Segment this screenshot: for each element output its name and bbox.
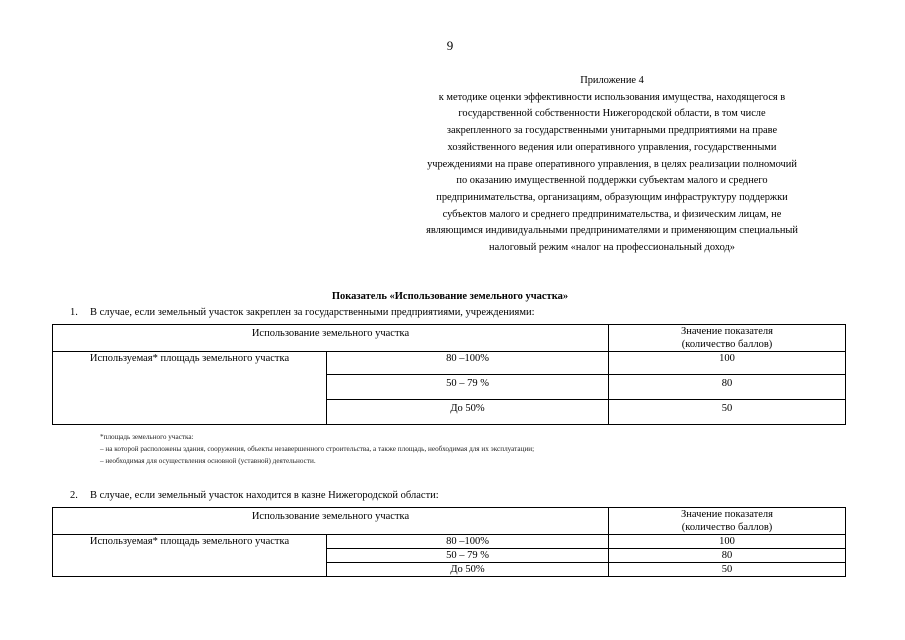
score-cell: 100 [609, 352, 846, 375]
header-value [609, 508, 846, 535]
indicator-table-1 [52, 324, 846, 425]
score-cell: 80 [609, 549, 846, 563]
appendix-line: являющимся индивидуальными предпринимателями и применяющим специальный [426, 225, 798, 237]
appendix-line: налоговый режим «налог на профессиональный доход» [489, 242, 735, 254]
table-row [53, 535, 846, 549]
section-title: Показатель «Использование земельного участка» [331, 291, 569, 302]
appendix-line: закрепленного за государственными унитарными предприятиями на праве [446, 125, 778, 137]
header-value-line: Значение показателя [681, 326, 773, 337]
appendix-header [352, 73, 872, 257]
header-value [609, 325, 846, 352]
range-cell: 80 –100% [327, 535, 609, 549]
case-2-heading [70, 490, 439, 501]
header-value-line: Значение показателя [681, 509, 773, 520]
range-cell: До 50% [327, 563, 609, 577]
appendix-line: субъектов малого и среднего предпринимательства, и физическим лицам, не [442, 208, 782, 220]
header-usage: Использование земельного участка [53, 508, 609, 535]
footnote-line: – необходимая для осуществления основной (уставной) деятельности. [100, 457, 316, 465]
appendix-line: предпринимательства, организациям, образующим инфраструктуру поддержки [436, 191, 788, 203]
row-label: Используемая* площадь земельного участка [53, 352, 327, 425]
table-header-row [53, 325, 846, 352]
table-row [53, 352, 846, 375]
indicator-table-2 [52, 507, 846, 577]
row-label: Используемая* площадь земельного участка [53, 535, 327, 577]
header-usage: Использование земельного участка [53, 325, 609, 352]
case-heading-text: В случае, если земельный участок закреплен за государственными предприятиями, учреждениями: [90, 307, 535, 318]
range-cell: 50 – 79 % [327, 375, 609, 400]
score-cell: 80 [609, 375, 846, 400]
score-cell: 50 [609, 400, 846, 425]
footnote-line: *площадь земельного участка: [100, 433, 194, 441]
case-1-heading [70, 307, 535, 318]
case-heading-text: В случае, если земельный участок находится в казне Нижегородской области: [90, 490, 439, 501]
appendix-line: к методике оценки эффективности использования имущества, находящегося в [438, 91, 786, 103]
appendix-line: учреждениями на праве оперативного управления, в целях реализации полномочий [427, 158, 797, 170]
footnote [100, 431, 820, 467]
score-cell: 100 [609, 535, 846, 549]
header-value-line: (количество баллов) [681, 339, 773, 350]
page-number: 9 [446, 38, 454, 53]
footnote-line: – на которой расположены здания, сооружения, объекты незавершенного строительства, а также площадь, необходимая для их эксплуатации; [100, 445, 535, 453]
appendix-line: государственной собственности Нижегородской области, в том числе [458, 108, 766, 120]
score-cell: 50 [609, 563, 846, 577]
header-value-line: (количество баллов) [681, 522, 773, 533]
case-number: 1. [70, 307, 78, 318]
appendix-line: по оказанию имущественной поддержки субъектам малого и среднего [456, 175, 768, 187]
range-cell: 80 –100% [327, 352, 609, 375]
table-header-row [53, 508, 846, 535]
appendix-title: Приложение 4 [580, 75, 644, 86]
range-cell: До 50% [327, 400, 609, 425]
case-number: 2. [70, 490, 78, 501]
range-cell: 50 – 79 % [327, 549, 609, 563]
appendix-line: хозяйственного ведения или оперативного управления, государственными [447, 141, 777, 153]
